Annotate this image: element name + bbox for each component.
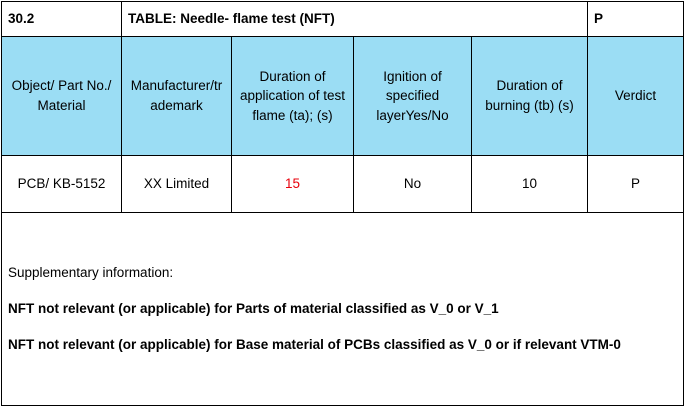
table-title: TABLE: Needle- flame test (NFT) [122,2,588,37]
column-header-duration-application: Duration of application of test flame (ta); (s) [232,37,354,156]
document-page [0,1,684,414]
supplementary-information [2,213,684,406]
supplementary-line-1: NFT not relevant (or applicable) for Parts of material classified as V_0 or V_1 [8,300,499,316]
cell-duration-application: 15 [232,156,354,213]
column-header-object-part: Object/ Part No./ Material [2,37,122,156]
cell-object-part: PCB/ KB-5152 [2,156,122,213]
column-header-manufacturer: Manufacturer/trademark [122,37,232,156]
table-row [2,156,684,213]
supplementary-spacer-1 [8,283,677,299]
cell-verdict: P [588,156,684,213]
supplementary-spacer-2 [8,319,677,335]
column-header-ignition-layer: Ignition of specified layerYes/No [354,37,472,156]
supplementary-row [2,213,684,406]
title-verdict: P [588,2,684,37]
cell-ignition-layer: No [354,156,472,213]
clause-number: 30.2 [2,2,122,37]
supplementary-heading: Supplementary information: [8,264,174,280]
supplementary-line-2: NFT not relevant (or applicable) for Base material of PCBs classified as V_0 or if relevant VTM-0 [8,337,621,353]
table-title-row [2,2,684,37]
needle-flame-test-table [1,1,684,406]
cell-manufacturer: XX Limited [122,156,232,213]
column-header-duration-burning: Duration of burning (tb) (s) [472,37,588,156]
cell-duration-burning: 10 [472,156,588,213]
table-header-row [2,37,684,156]
column-header-verdict: Verdict [588,37,684,156]
